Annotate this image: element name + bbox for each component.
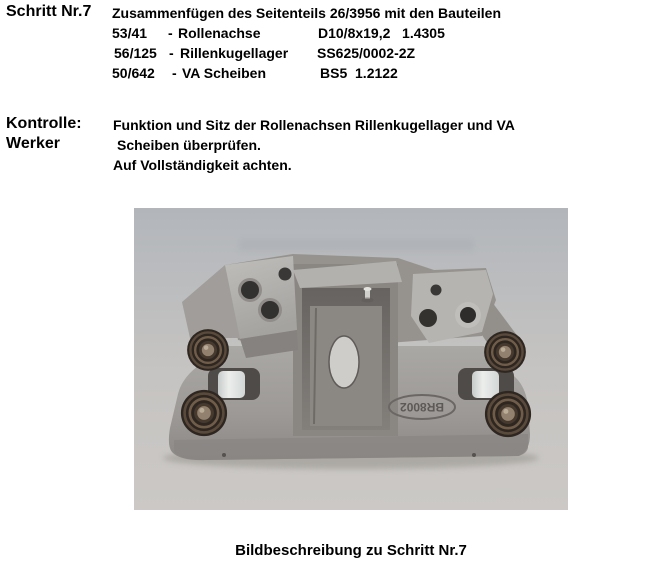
cast-mark: [472, 453, 476, 457]
part-id: 53/41: [112, 25, 148, 41]
part-spec: BS5 1.2122: [320, 65, 398, 81]
control-line: Auf Vollständigkeit achten.: [113, 157, 292, 173]
part-name: Rollenachse: [178, 25, 261, 41]
left-hole-1: [241, 281, 259, 299]
bearing-bottom-left: [181, 390, 227, 436]
dash-separator: -: [172, 65, 177, 81]
right-hole-medium: [419, 309, 437, 327]
right-hole-large: [460, 307, 476, 323]
left-hole-2: [261, 301, 279, 319]
part-id: 50/642: [112, 65, 155, 81]
bearing-top-left: [187, 329, 229, 371]
part-photo-illustration: [134, 208, 568, 510]
dash-separator: -: [168, 25, 173, 41]
paper-showthrough: [239, 239, 474, 251]
photo-caption: Bildbeschreibung zu Schritt Nr.7: [235, 542, 467, 559]
part-id: 56/125: [114, 45, 157, 61]
part-spec: D10/8x19,2 1.4305: [318, 25, 445, 41]
part-photo: [134, 208, 568, 510]
left-hole-small: [279, 268, 292, 281]
pin-shadow: [362, 298, 374, 303]
bearing-top-right: [484, 331, 526, 373]
bearing-bottom-right: [485, 391, 531, 437]
cast-mark: [222, 453, 226, 457]
step-label: Schritt Nr.7: [6, 3, 92, 20]
control-line: Funktion und Sitz der Rollenachsen Rillenkugellager und VA: [113, 117, 515, 133]
right-wing: [411, 270, 493, 343]
oval-slot: [329, 336, 359, 388]
part-row: [0, 23, 645, 43]
worker-label: Werker: [6, 135, 60, 152]
control-line: Scheiben überprüfen.: [117, 137, 261, 153]
right-hole-small: [431, 285, 442, 296]
part-name: Rillenkugellager: [180, 45, 289, 61]
left-roller: [218, 371, 245, 398]
right-roller: [472, 371, 499, 398]
part-name: VA Scheiben: [182, 65, 267, 81]
part-row: [0, 63, 645, 83]
part-spec: SS625/0002-2Z: [317, 45, 416, 61]
dash-separator: -: [169, 45, 174, 61]
pin-head: [364, 287, 372, 291]
step-title: Zusammenfügen des Seitenteils 26/3956 mit den Bauteilen: [112, 5, 502, 21]
part-row: [0, 43, 645, 63]
control-label: Kontrolle:: [6, 115, 82, 132]
part-marking-text: BR8002: [399, 400, 445, 414]
